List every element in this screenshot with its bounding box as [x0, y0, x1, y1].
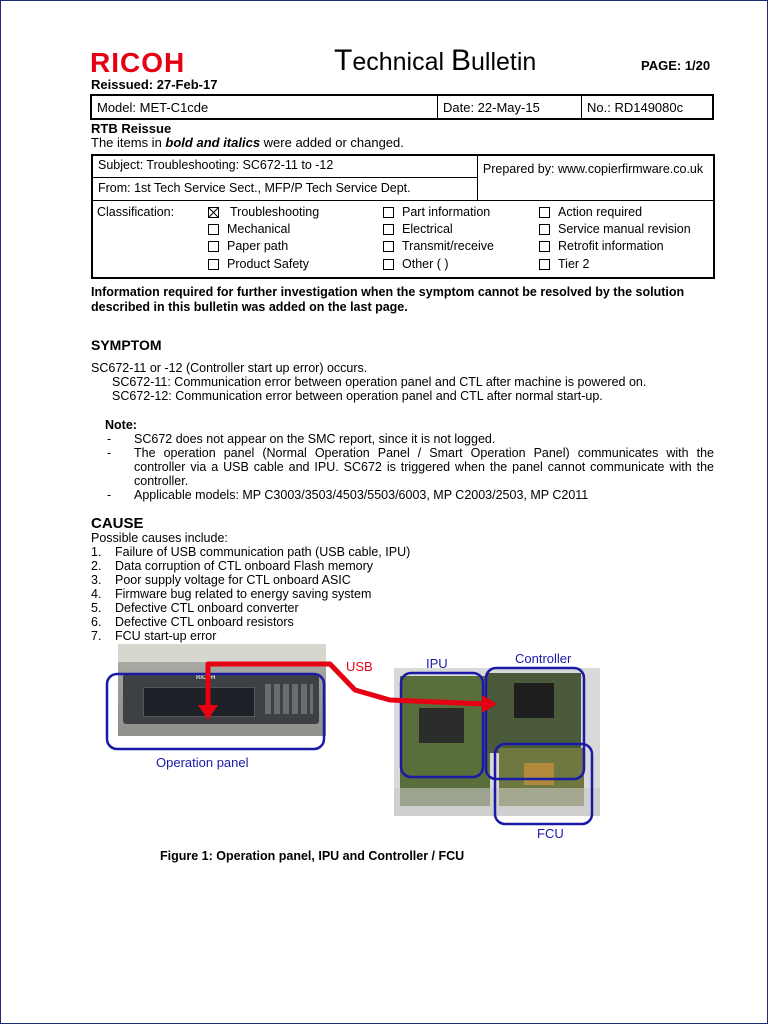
- rtb-note-emph: bold and italics: [165, 135, 261, 150]
- note-text: Applicable models: MP C3003/3503/4503/5503/6003, MP C2003/2503, MP C2011: [134, 488, 589, 502]
- cause-text: FCU start-up error: [115, 629, 217, 643]
- cause-text: Poor supply voltage for CTL onboard ASIC: [115, 573, 351, 587]
- subject-table: [91, 154, 715, 279]
- fcu-label: FCU: [537, 826, 564, 841]
- figure-caption: Figure 1: Operation panel, IPU and Controller / FCU: [160, 849, 465, 863]
- title-t: T: [334, 44, 353, 77]
- title-part1: echnical: [352, 48, 451, 76]
- cause-item: [91, 559, 410, 573]
- classification-option: [208, 205, 319, 219]
- checkbox-icon: [208, 259, 219, 270]
- note-list: [107, 432, 714, 502]
- cause-number: 7.: [91, 629, 102, 643]
- title-b: B: [451, 44, 472, 77]
- classification-option: [208, 222, 290, 236]
- note-text: SC672 does not appear on the SMC report, since it is not logged.: [134, 432, 496, 446]
- classification-row: [92, 201, 714, 279]
- cause-heading: CAUSE: [91, 515, 144, 532]
- from-cell: From: 1st Tech Service Sect., MFP/P Tech Service Dept.: [92, 178, 477, 201]
- classification-option-label: Mechanical: [227, 222, 291, 236]
- cause-text: Defective CTL onboard resistors: [115, 615, 294, 629]
- rtb-heading: RTB Reissue: [91, 121, 172, 136]
- reissued-date: Reissued: 27-Feb-17: [91, 77, 218, 92]
- checkbox-icon: [208, 241, 219, 252]
- classification-option: [539, 239, 664, 253]
- model-cell: Model: MET-C1cde: [91, 95, 438, 119]
- classification-option-label: Troubleshooting: [230, 205, 320, 219]
- classification-option: [208, 239, 288, 253]
- classification-option-label: Product Safety: [227, 257, 309, 271]
- classification-grid: [93, 201, 713, 277]
- controller-label: Controller: [515, 651, 572, 666]
- cause-text: Failure of USB communication path (USB cable, IPU): [115, 545, 411, 559]
- checkbox-icon: [383, 224, 394, 235]
- checkbox-icon: [539, 259, 550, 270]
- cause-item: [91, 601, 410, 615]
- classification-option: [539, 257, 590, 271]
- classification-option-label: Retrofit information: [558, 239, 664, 253]
- rtb-note: [91, 135, 404, 150]
- cause-item: [91, 545, 410, 559]
- classification-option: [383, 239, 494, 253]
- note-text: The operation panel (Normal Operation Panel / Smart Operation Panel) communicates with the controller via a USB cable and IPU. SC672 is triggered when the panel cannot communicate with the controller.: [134, 446, 714, 488]
- info-note: Information required for further investigation when the symptom cannot be resolved by the solution described in this bulletin was added on the last page.: [91, 285, 685, 314]
- operation-panel-label: Operation panel: [156, 755, 249, 770]
- checkbox-icon: [383, 259, 394, 270]
- checkbox-icon: [539, 224, 550, 235]
- cause-text: Defective CTL onboard converter: [115, 601, 299, 615]
- rtb-note-prefix: The items in: [91, 135, 166, 150]
- classification-option: [383, 222, 453, 236]
- classification-option: [383, 205, 490, 219]
- page-title: [334, 44, 536, 78]
- checkbox-icon: [383, 241, 394, 252]
- checkbox-icon: [208, 224, 219, 235]
- cause-item: [91, 573, 410, 587]
- model-table: [90, 94, 714, 120]
- usb-label: USB: [346, 659, 373, 674]
- page-number: PAGE: 1/20: [641, 58, 711, 73]
- ricoh-logo: RICOH: [90, 47, 186, 78]
- classification-option-label: Paper path: [227, 239, 289, 253]
- classification-option-label: Other ( ): [402, 257, 449, 271]
- cause-text: Data corruption of CTL onboard Flash memory: [115, 559, 373, 573]
- cause-item: [91, 629, 410, 643]
- cause-number: 6.: [91, 615, 102, 629]
- title-part2: ulletin: [471, 48, 537, 76]
- cause-number: 2.: [91, 559, 102, 573]
- classification-option-label: Part information: [402, 205, 491, 219]
- prepared-by-cell: Prepared by: www.copierfirmware.co.uk: [477, 155, 714, 201]
- cause-number: 3.: [91, 573, 102, 587]
- classification-label: Classification:: [97, 205, 175, 219]
- cause-item: [91, 615, 410, 629]
- cause-text: Firmware bug related to energy saving system: [115, 587, 372, 601]
- classification-option: [539, 205, 642, 219]
- checkbox-icon: [539, 241, 550, 252]
- cause-list: [91, 545, 410, 643]
- symptom-line-1: SC672-11 or -12 (Controller start up error) occurs.: [91, 361, 368, 375]
- rtb-note-suffix: were added or changed.: [260, 135, 404, 150]
- checkbox-icon: [539, 207, 550, 218]
- note-heading: Note:: [105, 418, 137, 432]
- controller-photo: [394, 668, 600, 816]
- classification-option: [539, 222, 691, 236]
- note-item: - Applicable models: MP C3003/3503/4503/5503/6003, MP C2003/2503, MP C2011: [107, 488, 589, 502]
- classification-option-label: Electrical: [402, 222, 453, 236]
- cause-intro: Possible causes include:: [91, 531, 228, 545]
- cause-number: 5.: [91, 601, 102, 615]
- cause-item: [91, 587, 410, 601]
- ipu-label: IPU: [426, 656, 448, 671]
- note-item: - SC672 does not appear on the SMC report, since it is not logged.: [107, 432, 496, 446]
- classification-option-label: Service manual revision: [558, 222, 691, 236]
- panel-brand: RICOH: [196, 675, 216, 681]
- classification-option: [208, 257, 309, 271]
- classification-option-label: Action required: [558, 205, 643, 219]
- cause-number: 1.: [91, 545, 102, 559]
- classification-option: [383, 257, 449, 271]
- symptom-line-3: SC672-12: Communication error between operation panel and CTL after normal start-up.: [112, 389, 603, 403]
- subject-cell: Subject: Troubleshooting: SC672-11 to -12: [92, 155, 477, 178]
- symptom-heading: SYMPTOM: [91, 337, 162, 353]
- symptom-line-2: SC672-11: Communication error between operation panel and CTL after machine is powered on.: [112, 375, 647, 389]
- operation-panel-photo: [118, 644, 326, 736]
- cause-number: 4.: [91, 587, 102, 601]
- classification-option-label: Transmit/receive: [402, 239, 494, 253]
- classification-option-label: Tier 2: [558, 257, 590, 271]
- note-item: - The operation panel (Normal Operation Panel / Smart Operation Panel) communicates with the controller via a USB cable and IPU. SC672 is triggered when the panel cannot communicate with the controller.: [107, 446, 714, 488]
- checked-box-icon: [208, 207, 219, 218]
- checkbox-icon: [383, 207, 394, 218]
- number-cell: No.: RD149080c: [582, 95, 714, 119]
- date-cell: Date: 22-May-15: [438, 95, 582, 119]
